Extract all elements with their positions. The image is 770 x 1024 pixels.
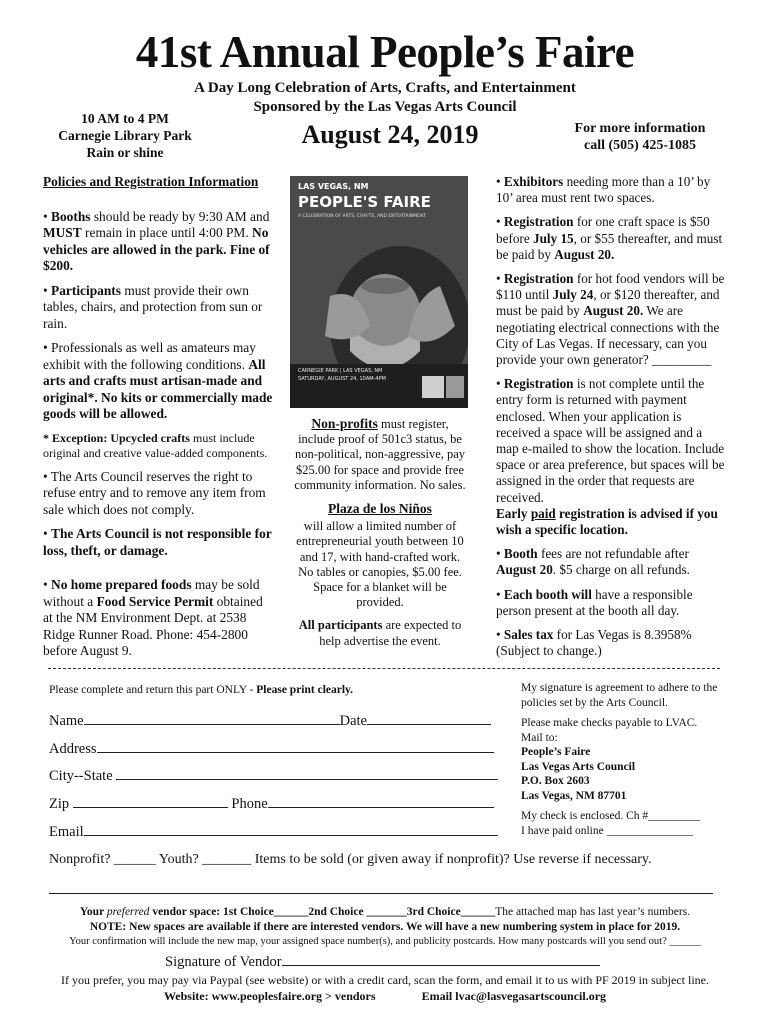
signature-label: Signature of Vendor xyxy=(165,954,282,970)
form-instruction: Please complete and return this part ONLY - Please print clearly. xyxy=(49,684,354,696)
payment-line: If you prefer, you may pay via Paypal (see website) or with a credit card, scan the form, and email it to us with PF 2019 in subject line. xyxy=(60,973,709,987)
event-weather: Rain or shine xyxy=(86,145,164,160)
nonprofit-youth-row: Nonprofit? ______ Youth? _______ Items to be sold (or given away if nonprofit)? Use reverse if necessary. xyxy=(49,852,652,867)
mail-address-2: Las Vegas Arts Council xyxy=(521,760,636,773)
plaza-heading: Plaza de los Niños xyxy=(328,501,432,517)
cut-line xyxy=(48,668,720,669)
confirmation-line: Your confirmation will include the new map, your assigned space number(s), and publicity postcards. How many postcards will you send out? ______ xyxy=(69,936,701,947)
zip-phone-row xyxy=(49,795,501,813)
address-label: Address xyxy=(49,741,97,757)
professionals-policy: • Professionals as well as amateurs may exhibit with the following conditions. All arts and crafts must artisan-made and original*. No kits or commercially made goods will be allowed. xyxy=(43,340,273,421)
booths-policy: • Booths should be ready by 9:30 AM and MUST remain in place until 4:00 PM. No vehicles are allowed in the park. Fine of $200. xyxy=(43,208,270,273)
event-poster-image xyxy=(290,176,468,408)
registration-complete: • Registration is not complete until the entry form is returned with payment enclosed. When your application is received a space will be assigned and a map e-mailed to show the location. Include space or area preference, but spaces will be assigned in the order that requests are received. xyxy=(496,376,725,505)
phone-field[interactable] xyxy=(268,795,494,808)
signature-field[interactable] xyxy=(282,953,600,966)
city-state-row xyxy=(49,767,501,785)
poster-title: PEOPLE'S FAIRE xyxy=(298,193,431,211)
zip-field[interactable] xyxy=(73,795,228,808)
checks-payable: Please make checks payable to LVAC. xyxy=(521,717,698,729)
email-row xyxy=(49,823,501,841)
address-field[interactable] xyxy=(97,740,494,753)
mail-to: Mail to: xyxy=(521,731,558,744)
page-title: 41st Annual People’s Faire xyxy=(135,27,635,77)
mail-address-4: Las Vegas, NM 87701 xyxy=(521,789,627,802)
note-line: NOTE: New spaces are available if there are interested vendors. We will have a new numbering system in place for 2019. xyxy=(89,921,681,933)
info-label: For more information xyxy=(574,121,706,136)
preferred-space-row: Your preferred vendor space: 1st Choice______2nd Choice _______3rd Choice______The attached map has last year’s numbers. xyxy=(79,906,691,918)
event-date: August 24, 2019 xyxy=(301,120,479,149)
sponsor-line: Sponsored by the Las Vegas Arts Council xyxy=(253,99,517,115)
website-link[interactable]: Website: www.peoplesfaire.org > vendors xyxy=(163,989,376,1003)
zip-label: Zip xyxy=(49,796,70,812)
email-link[interactable]: Email lvac@lasvegasartscouncil.org xyxy=(421,989,607,1003)
food-policy: • No home prepared foods may be sold without a Food Service Permit obtained at the NM Environment Dept. at 2538 Ridge Runner Road. Phone: 454-2800 before August 9. xyxy=(43,577,263,658)
name-field[interactable] xyxy=(84,712,340,725)
mailing-info xyxy=(521,681,721,838)
registration-craft: • Registration for one craft space is $50 before July 15, or $55 thereafter, and must be paid by August 20. xyxy=(496,214,723,262)
mail-address-1: People’s Faire xyxy=(521,746,591,758)
poster-footer-2: SATURDAY, AUGUST 24, 10AM-4PM xyxy=(298,376,386,382)
plaza-info: will allow a limited number of entrepreneurial youth between 10 and 17, with hand-crafted work. No tables or canopies, $5.00 fee. Space for a blanket will be provided. xyxy=(296,519,464,610)
registration-food: • Registration for hot food vendors will be $110 until July 24, or $120 thereafter, and must be paid by August 20. We are negotiating electrical connections with the City of Las Vegas. If necessary, can you provide your own generator? _________ xyxy=(496,271,725,368)
policies-heading: Policies and Registration Information xyxy=(43,174,259,189)
date-label: Date xyxy=(339,713,367,729)
poster-top-text: LAS VEGAS, NM xyxy=(298,182,369,191)
early-registration: Early paid registration is advised if you wish a specific location. xyxy=(496,505,718,538)
date-field[interactable] xyxy=(367,712,491,725)
participants-policy: • Participants must provide their own tables, chairs, and protection from sun or rain. xyxy=(43,282,263,331)
poster-footer-1: CARNEGIE PARK | LAS VEGAS, NM xyxy=(298,368,383,374)
subtitle: A Day Long Celebration of Arts, Crafts, and Entertainment xyxy=(194,80,576,96)
email-field[interactable] xyxy=(84,823,498,836)
all-participants-info: All participants are expected to help advertise the event. xyxy=(298,618,462,648)
event-location: Carnegie Library Park xyxy=(58,128,192,143)
nonprofit-info: Non-profits must register, include proof of 501c3 status, be non-political, non-aggressive, pay $25.00 for space and provide free community information. No sales. xyxy=(294,416,466,492)
items-line[interactable] xyxy=(49,893,713,894)
mail-address-3: P.O. Box 2603 xyxy=(521,775,590,787)
check-enclosed[interactable]: My check is enclosed. Ch #_________ xyxy=(521,810,700,822)
exception-policy: * Exception: Upcycled crafts must include original and creative value-added components. xyxy=(43,430,268,460)
email-label: Email xyxy=(49,824,84,840)
vendor-signature-row xyxy=(165,953,600,971)
city-state-field[interactable] xyxy=(116,767,498,780)
middle-column xyxy=(292,416,468,657)
responsibility-policy: • The Arts Council is not responsible for loss, theft, or damage. xyxy=(43,526,272,558)
event-time-location xyxy=(40,110,210,161)
info-phone: call (505) 425-1085 xyxy=(584,138,696,153)
name-label: Name xyxy=(49,713,84,729)
city-state-label: City--State xyxy=(49,768,113,784)
registration-column xyxy=(496,174,726,667)
booth-fees: • Booth fees are not refundable after August 20. $5 charge on all refunds. xyxy=(496,546,690,578)
policies-column xyxy=(43,174,275,668)
name-date-row xyxy=(49,712,501,730)
address-row xyxy=(49,740,501,758)
contact-info xyxy=(555,120,725,154)
poster-tagline: A CELEBRATION OF ARTS, CRAFTS, AND ENTERTAINMENT xyxy=(298,214,427,219)
signature-agreement: My signature is agreement to adhere to the policies set by the Arts Council. xyxy=(521,682,718,709)
event-time: 10 AM to 4 PM xyxy=(81,111,169,126)
sales-tax: • Sales tax for Las Vegas is 8.3958% (Subject to change.) xyxy=(496,627,692,659)
paid-online[interactable]: I have paid online _______________ xyxy=(521,824,693,837)
phone-label: Phone xyxy=(231,796,268,812)
council-policy: • The Arts Council reserves the right to refuse entry and to remove any item from sale which does not comply. xyxy=(43,468,266,517)
exhibitors-info: • Exhibitors needing more than a 10’ by 10’ area must rent two spaces. xyxy=(496,174,711,206)
each-booth: • Each booth will have a responsible person present at the booth all day. xyxy=(496,586,693,618)
space-choice-fields[interactable]: ______2nd Choice _______3rd Choice______ xyxy=(273,906,496,918)
contact-line xyxy=(0,989,770,1004)
